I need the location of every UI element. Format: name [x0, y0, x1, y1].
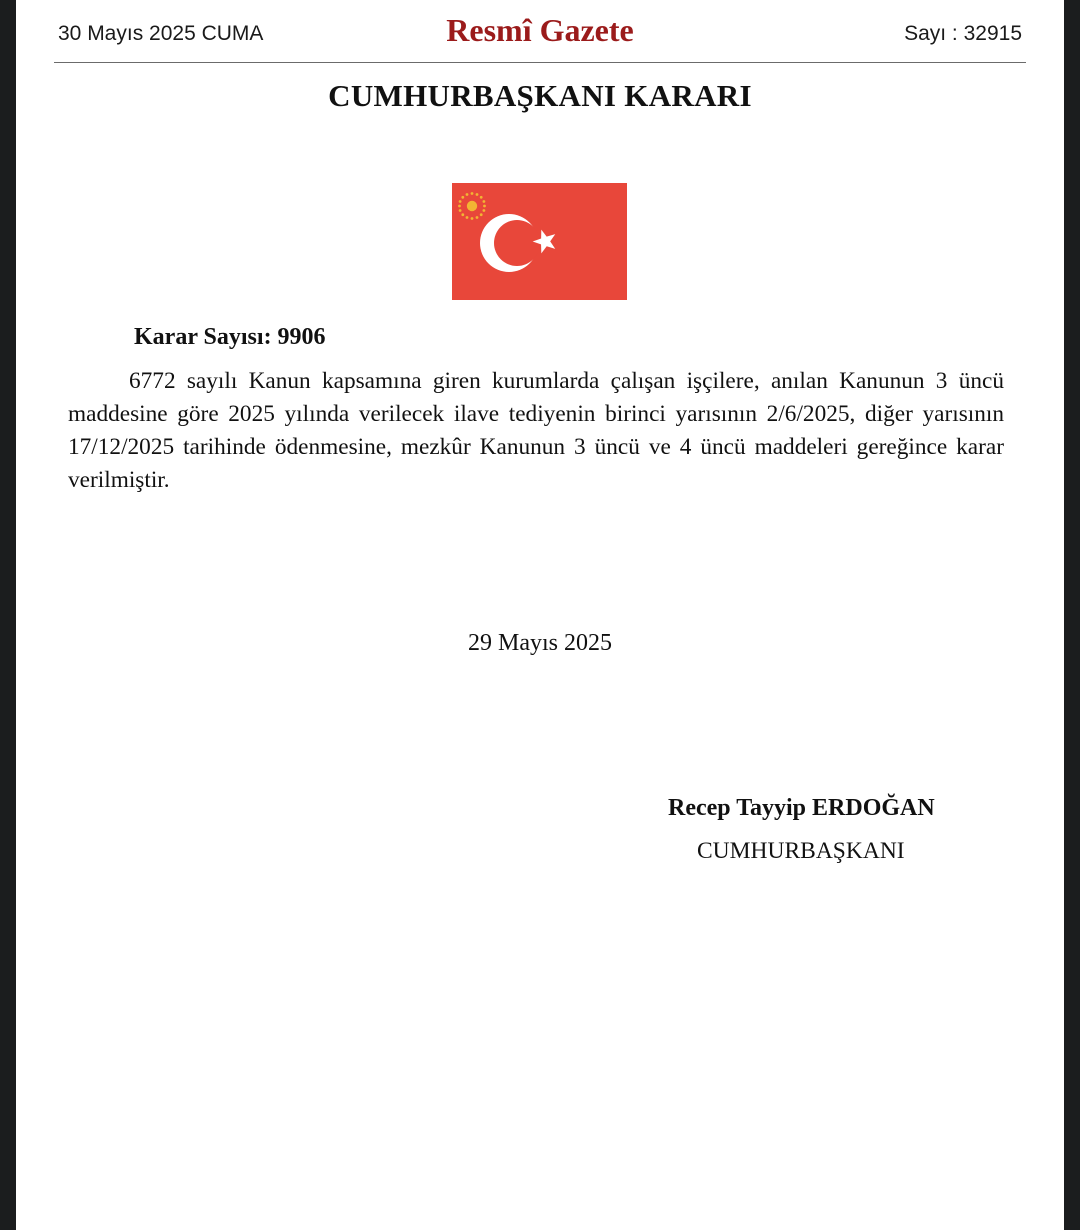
gazette-name: Resmî Gazete — [446, 12, 634, 48]
issue-number: Sayı : 32915 — [904, 22, 1022, 45]
signatory-name: Recep Tayyip ERDOĞAN — [668, 795, 935, 821]
signatory-title: CUMHURBAŞKANI — [697, 838, 905, 864]
issue-date: 30 Mayıs 2025 CUMA — [58, 22, 264, 45]
turkish-flag-presidential-seal-icon — [452, 183, 627, 300]
gazette-page — [16, 0, 1064, 1230]
decision-number: Karar Sayısı: 9906 — [134, 324, 326, 350]
gazette-header — [54, 0, 1026, 63]
signing-date: 29 Mayıs 2025 — [468, 630, 612, 656]
page-title: CUMHURBAŞKANI KARARI — [328, 78, 752, 113]
decision-body: 6772 sayılı Kanun kapsamına giren kurumlarda çalışan işçilere, anılan Kanunun 3 üncü maddesine göre 2025 yılında verilecek ilave tediyenin birinci yarısının 2/6/2025, diğer yarısının 17/12/2025 tarihinde ödenmesine, mezkûr Kanunun 3 üncü ve 4 üncü maddeleri gereğince karar verilmiştir. — [68, 368, 1004, 493]
